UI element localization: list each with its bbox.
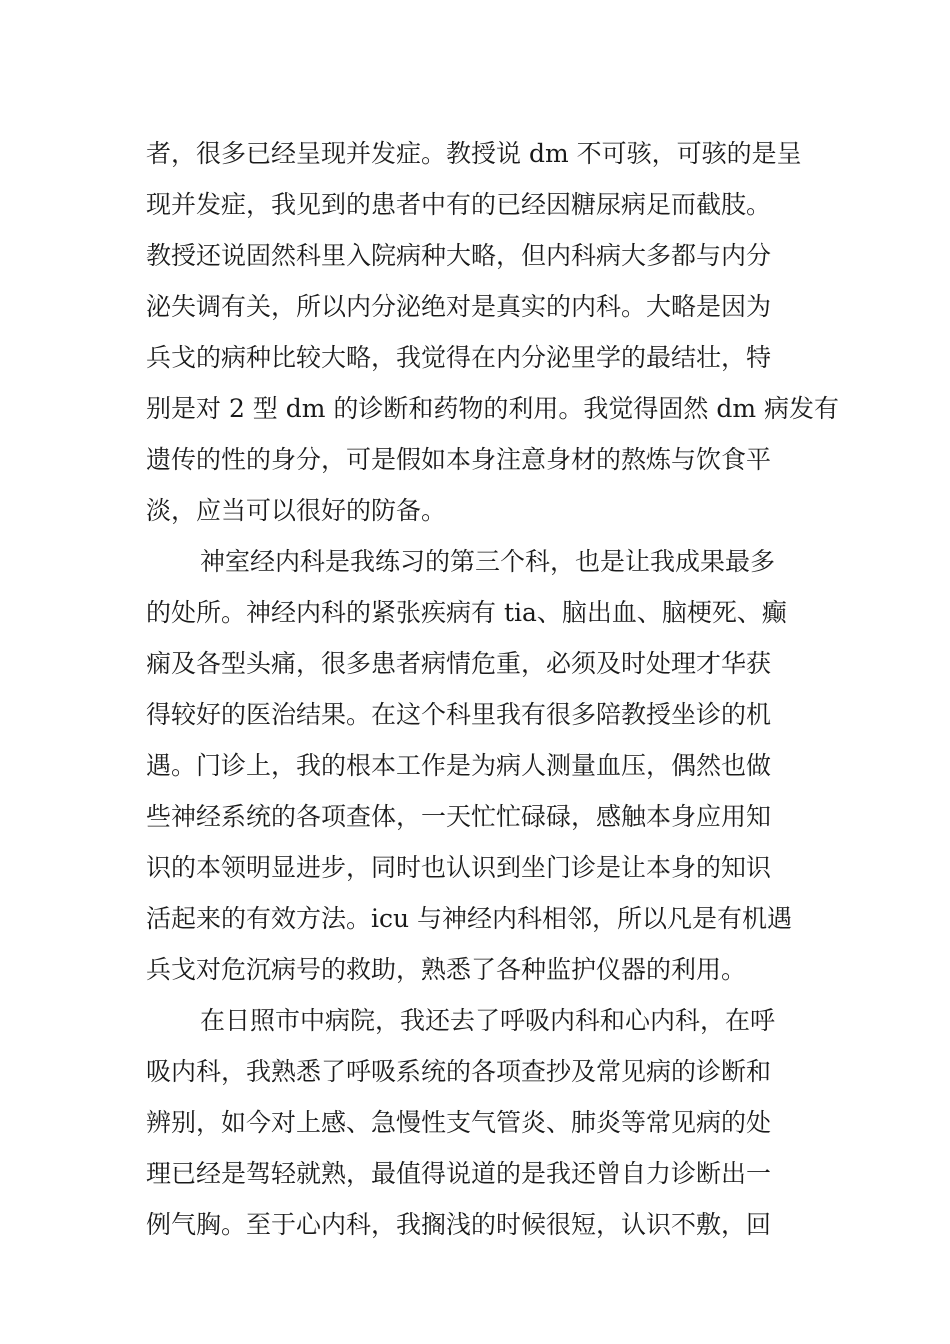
text-line: 现并发症，我见到的患者中有的已经因糖尿病足而截肢。 — [146, 190, 772, 219]
text-line: 遗传的性的身分，可是假如本身注意身材的熬炼与饮食平 — [146, 445, 772, 474]
text-line: 者，很多已经呈现并发症。教授说 dm 不可骇，可骇的是呈 — [146, 139, 802, 168]
text-line: 得较好的医治结果。在这个科里我有很多陪教授坐诊的机 — [146, 700, 772, 729]
text-line: 痫及各型头痛，很多患者病情危重，必须及时处理才华获 — [146, 649, 772, 678]
text-line: 辨别，如今对上感、急慢性支气管炎、肺炎等常见病的处 — [146, 1108, 772, 1137]
text-line: 例气胸。至于心内科，我搁浅的时候很短，认识不敷，回 — [146, 1210, 772, 1239]
text-line: 理已经是驾轻就熟，最值得说道的是我还曾自力诊断出一 — [146, 1159, 772, 1188]
paragraph-first-line: 神室经内科是我练习的第三个科，也是让我成果最多 — [200, 547, 776, 576]
text-line: 淡，应当可以很好的防备。 — [146, 496, 447, 525]
text-line: 教授还说固然科里入院病种大略，但内科病大多都与内分 — [146, 241, 772, 270]
text-line: 些神经系统的各项查体，一天忙忙碌碌，感触本身应用知 — [146, 802, 772, 831]
text-line: 遇。门诊上，我的根本工作是为病人测量血压，偶然也做 — [146, 751, 772, 780]
text-line: 识的本领明显进步，同时也认识到坐门诊是让本身的知识 — [146, 853, 772, 882]
text-line: 吸内科，我熟悉了呼吸系统的各项查抄及常见病的诊断和 — [146, 1057, 772, 1086]
text-line: 兵戈的病种比较大略，我觉得在内分泌里学的最结壮，特 — [146, 343, 772, 372]
text-line: 活起来的有效方法。icu 与神经内科相邻，所以凡是有机遇 — [146, 904, 793, 933]
paragraph-first-line: 在日照市中病院，我还去了呼吸内科和心内科，在呼 — [200, 1006, 776, 1035]
text-line: 别是对 2 型 dm 的诊断和药物的利用。我觉得固然 dm 病发有 — [146, 394, 840, 423]
body-text — [146, 128, 840, 1250]
text-line: 的处所。神经内科的紧张疾病有 tia、脑出血、脑梗死、癫 — [146, 598, 787, 627]
text-line: 泌失调有关，所以内分泌绝对是真实的内科。大略是因为 — [146, 292, 772, 321]
text-line: 兵戈对危沉病号的救助，熟悉了各种监护仪器的利用。 — [146, 955, 747, 984]
